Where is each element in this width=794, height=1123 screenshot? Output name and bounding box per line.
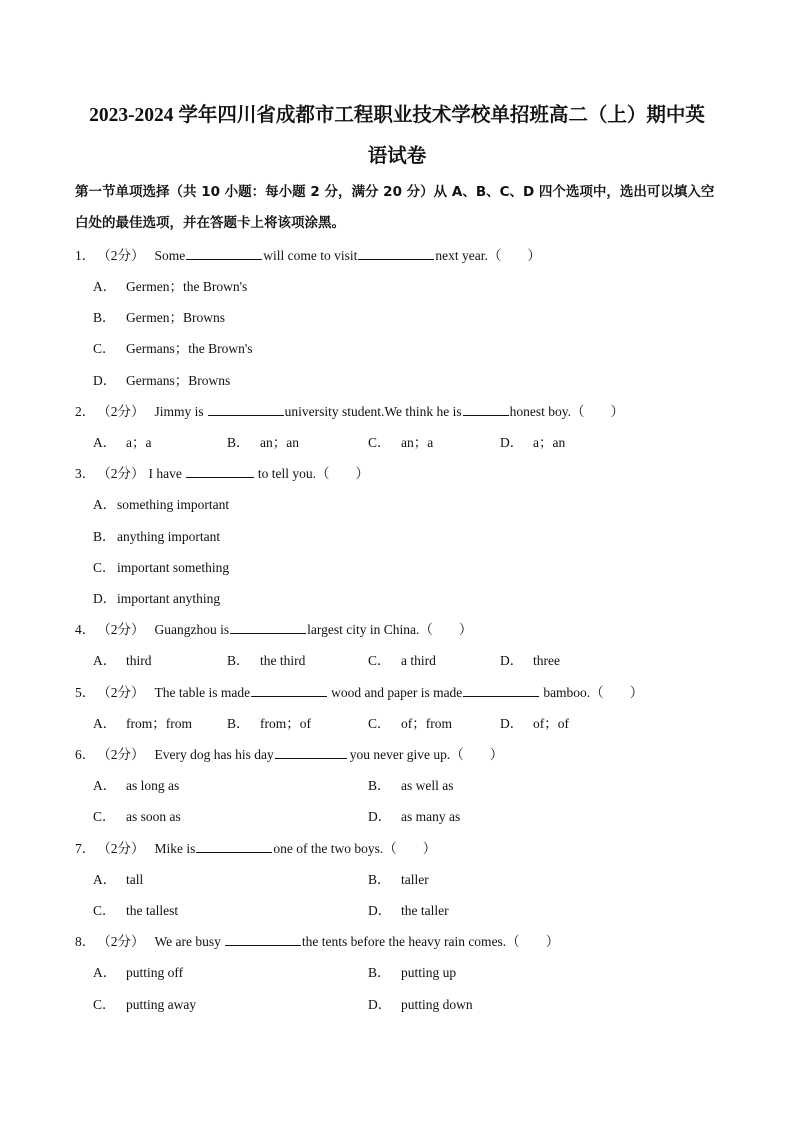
answer-blank: [208, 414, 284, 416]
option-7d[interactable]: [368, 902, 449, 920]
question-text: honest boy.（: [509, 404, 585, 419]
option-text: from；of: [260, 716, 311, 731]
option-4c[interactable]: [368, 652, 436, 670]
option-2d[interactable]: [500, 434, 565, 452]
question-number: 6．: [75, 747, 96, 762]
option-2a[interactable]: [93, 434, 151, 452]
option-letter: D．: [368, 903, 392, 918]
option-text: third: [126, 653, 152, 668]
question-text: wood and paper is made: [331, 685, 463, 700]
section-instructions-line-2: 白处的最佳选项，并在答题卡上将该项涂黑。: [75, 215, 345, 231]
question-text: the tents before the heavy rain comes.（: [301, 934, 520, 949]
option-3d[interactable]: [93, 590, 220, 608]
question-text: The table is made: [154, 685, 251, 700]
question-2: [75, 403, 624, 421]
option-letter: D．: [500, 716, 524, 731]
option-2b[interactable]: [227, 434, 299, 452]
question-text: will come to visit: [263, 248, 358, 263]
answer-blank: [275, 757, 347, 759]
option-letter: A．: [93, 778, 117, 793]
option-text: the taller: [401, 903, 449, 918]
option-letter: A．: [93, 497, 117, 512]
question-text: Guangzhou is: [154, 622, 230, 637]
option-5c[interactable]: [368, 715, 452, 733]
option-text: putting up: [401, 965, 457, 980]
answer-blank: [186, 258, 262, 260]
option-letter: D．: [368, 809, 392, 824]
option-text: of；of: [533, 716, 569, 731]
question-text: largest city in China.（: [307, 622, 433, 637]
question-text: I have: [148, 466, 182, 481]
option-6c[interactable]: [93, 808, 181, 826]
option-text: taller: [401, 872, 429, 887]
question-text: Jimmy is: [154, 404, 204, 419]
option-letter: D．: [368, 997, 392, 1012]
question-number: 2．: [75, 404, 96, 419]
option-5b[interactable]: [227, 715, 311, 733]
option-letter: A．: [93, 279, 117, 294]
question-text: ）: [545, 934, 560, 949]
option-text: of；from: [401, 716, 452, 731]
option-text: tall: [126, 872, 144, 887]
option-letter: B．: [368, 965, 391, 980]
option-text: important anything: [117, 591, 221, 606]
option-text: a；an: [533, 435, 566, 450]
option-1c[interactable]: [93, 340, 253, 358]
option-text: as long as: [126, 778, 180, 793]
question-4: [75, 621, 472, 639]
option-4a[interactable]: [93, 652, 152, 670]
option-8d[interactable]: [368, 996, 473, 1014]
question-text: ）: [355, 466, 369, 481]
question-text: ）: [629, 685, 644, 700]
option-3b[interactable]: [93, 528, 220, 546]
answer-blank: [463, 695, 539, 697]
option-letter: A．: [93, 653, 117, 668]
option-2c[interactable]: [368, 434, 433, 452]
option-letter: D．: [93, 373, 117, 388]
answer-blank: [196, 851, 272, 853]
answer-blank: [358, 258, 434, 260]
option-letter: C．: [368, 435, 391, 450]
question-number: 4．: [75, 622, 96, 637]
question-text: you never give up.（: [349, 747, 464, 762]
question-text: Some: [154, 248, 186, 263]
option-text: as many as: [401, 809, 461, 824]
option-text: anything important: [117, 529, 221, 544]
option-text: important something: [117, 560, 230, 575]
question-7: [75, 840, 436, 858]
question-text: ）: [610, 404, 625, 419]
option-6a[interactable]: [93, 777, 179, 795]
question-score: （2分）: [97, 622, 145, 637]
option-letter: B．: [93, 529, 116, 544]
option-7a[interactable]: [93, 871, 143, 889]
option-text: as well as: [401, 778, 454, 793]
option-text: the tallest: [126, 903, 179, 918]
option-1b[interactable]: [93, 309, 225, 327]
option-text: an；an: [260, 435, 299, 450]
section-instructions-line-1: 第一节单项选择（共 10 小题：每小题 2 分，满分 20 分）从 A、B、C、D 四个选项中，选出可以填入空: [75, 184, 715, 200]
question-number: 8．: [75, 934, 96, 949]
option-letter: A．: [93, 716, 117, 731]
option-letter: D．: [500, 653, 524, 668]
option-6d[interactable]: [368, 808, 460, 826]
question-score: （2分）: [97, 747, 145, 762]
option-text: Germen；the Brown's: [126, 279, 248, 294]
exam-title-line-1: 2023-2024 学年四川省成都市工程职业技术学校单招班高二（上）期中英: [89, 105, 705, 126]
option-text: Germans；Browns: [126, 373, 231, 388]
question-score: （2分）: [97, 248, 145, 263]
option-letter: B．: [227, 435, 250, 450]
option-letter: C．: [93, 809, 116, 824]
option-text: as soon as: [126, 809, 181, 824]
question-text: We are busy: [154, 934, 221, 949]
option-8b[interactable]: [368, 964, 456, 982]
option-letter: D．: [500, 435, 524, 450]
question-text: Mike is: [154, 841, 196, 856]
exam-title-line-2: 语试卷: [367, 146, 427, 167]
option-letter: C．: [368, 653, 391, 668]
option-letter: A．: [93, 435, 117, 450]
question-score: （2分）: [97, 685, 145, 700]
question-6: [75, 746, 503, 764]
question-5: [75, 684, 643, 702]
option-5a[interactable]: [93, 715, 192, 733]
answer-blank: [230, 632, 306, 634]
option-text: a；a: [126, 435, 152, 450]
option-text: an；a: [401, 435, 434, 450]
option-text: three: [533, 653, 560, 668]
question-text: ）: [422, 841, 437, 856]
question-score: （2分）: [97, 841, 145, 856]
question-text: Every dog has his day: [154, 747, 274, 762]
question-text: ）: [489, 747, 504, 762]
option-1d[interactable]: [93, 372, 230, 390]
answer-blank: [186, 476, 254, 478]
question-number: 1．: [75, 248, 96, 263]
option-text: putting away: [126, 997, 197, 1012]
question-score: （2分）: [97, 934, 145, 949]
question-text: one of the two boys.（: [273, 841, 397, 856]
option-5d[interactable]: [500, 715, 569, 733]
option-text: Germen；Browns: [126, 310, 225, 325]
option-letter: D．: [93, 591, 117, 606]
question-1: [75, 247, 541, 265]
answer-blank: [225, 944, 301, 946]
option-text: a third: [401, 653, 436, 668]
option-text: Germans；the Brown's: [126, 341, 253, 356]
question-score: （2分）: [97, 404, 145, 419]
question-text: next year.（: [435, 248, 502, 263]
question-8: [75, 933, 559, 951]
question-text: ）: [527, 248, 541, 263]
option-letter: B．: [368, 872, 391, 887]
option-letter: B．: [93, 310, 116, 325]
option-8a[interactable]: [93, 964, 183, 982]
question-text: to tell you.（: [257, 466, 330, 481]
option-4b[interactable]: [227, 652, 305, 670]
question-number: 7．: [75, 841, 96, 856]
option-letter: B．: [368, 778, 391, 793]
option-text: putting off: [126, 965, 184, 980]
question-text: bamboo.（: [543, 685, 604, 700]
option-text: the third: [260, 653, 306, 668]
answer-blank: [463, 414, 509, 416]
option-4d[interactable]: [500, 652, 560, 670]
question-text: university student.We think he is: [284, 404, 462, 419]
option-8c[interactable]: [93, 996, 196, 1014]
question-number: 3．: [75, 466, 96, 481]
option-6b[interactable]: [368, 777, 453, 795]
option-3c[interactable]: [93, 559, 229, 577]
option-text: putting down: [401, 997, 473, 1012]
option-letter: A．: [93, 965, 117, 980]
question-3: [75, 465, 369, 483]
option-letter: B．: [227, 653, 250, 668]
option-letter: A．: [93, 872, 117, 887]
option-letter: C．: [93, 997, 116, 1012]
question-score: （2分）: [97, 466, 145, 481]
option-letter: C．: [93, 341, 116, 356]
option-text: something important: [117, 497, 230, 512]
question-number: 5．: [75, 685, 96, 700]
question-text: ）: [458, 622, 473, 637]
option-letter: C．: [93, 560, 116, 575]
option-letter: C．: [93, 903, 116, 918]
option-text: from；from: [126, 716, 192, 731]
option-3a[interactable]: [93, 496, 229, 514]
option-letter: B．: [227, 716, 250, 731]
option-7b[interactable]: [368, 871, 429, 889]
option-1a[interactable]: [93, 278, 247, 296]
option-letter: C．: [368, 716, 391, 731]
answer-blank: [251, 695, 327, 697]
option-7c[interactable]: [93, 902, 178, 920]
